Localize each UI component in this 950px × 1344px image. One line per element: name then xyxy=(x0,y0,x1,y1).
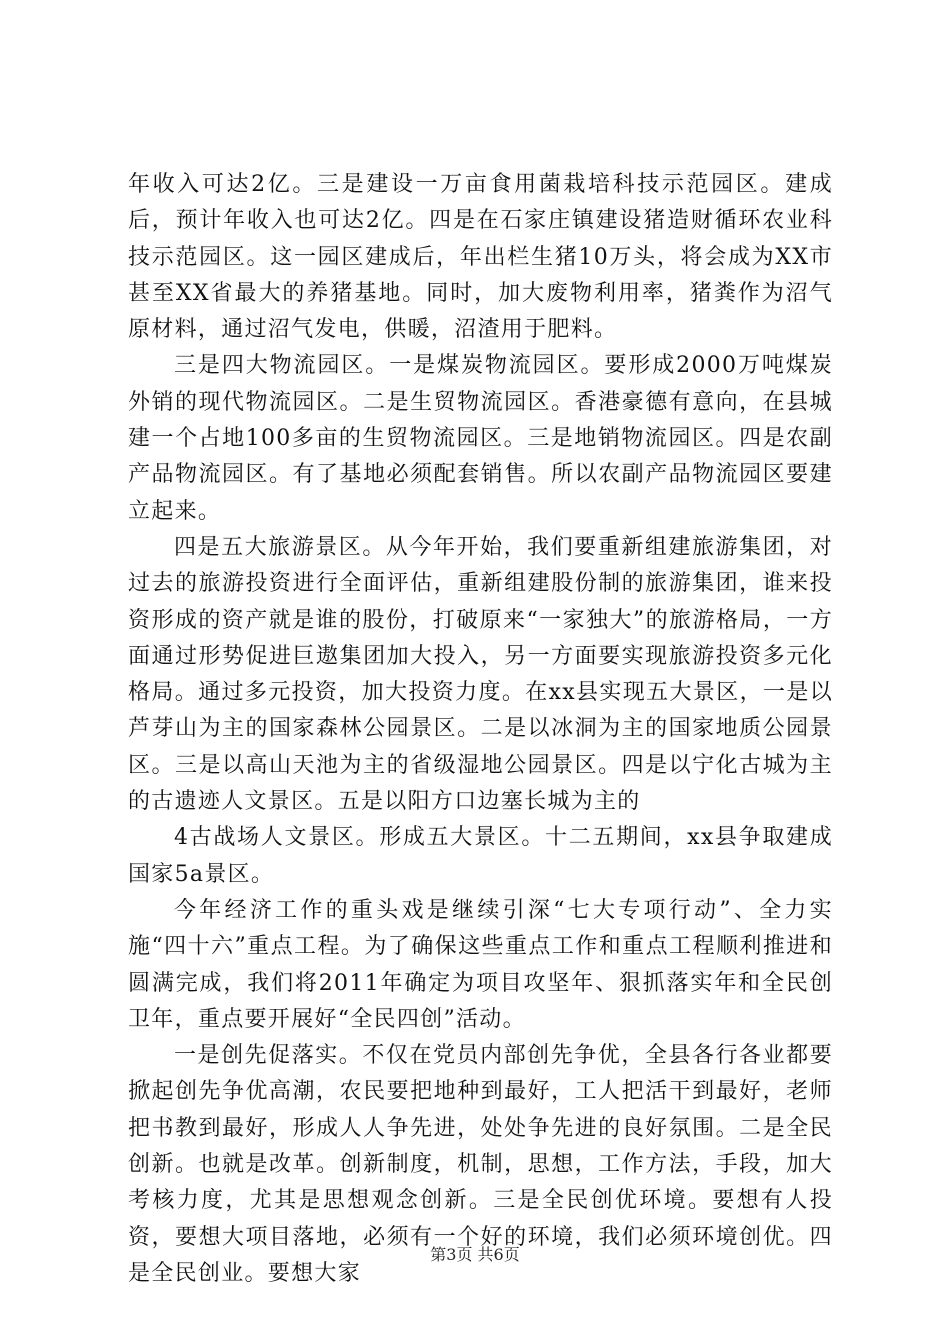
paragraph-6: 一是创先促落实。不仅在党员内部创先争优，全县各行各业都要掀起创先争优高潮，农民要把地种到最好，工人把活干到最好，老师把书教到最好，形成人人争先进，处处争先进的良好氛围。二是全民创新。也就是改革。创新制度，机制，思想，工作方法，手段，加大考核力度，尤其是思想观念创新。三是全民创优环境。要想有人投资，要想大项目落地，必须有一个好的环境，我们必须环境创优。四是全民创业。要想大家 xyxy=(128,1043,833,1286)
paragraph-5: 今年经济工作的重头戏是继续引深“七大专项行动”、全力实施“四十六”重点工程。为了确保这些重点工作和重点工程顺利推进和圆满完成，我们将2011年确定为项目攻坚年、狠抓落实年和全民创卫年，重点要开展好“全民四创”活动。 xyxy=(128,897,833,1032)
document-body xyxy=(128,167,833,1292)
paragraph-1: 年收入可达2亿。三是建设一万亩食用菌栽培科技示范园区。建成后，预计年收入也可达2亿。四是在石家庄镇建设猪造财循环农业科技示范园区。这一园区建成后，年出栏生猪10万头，将会成为XX市甚至XX省最大的养猪基地。同时，加大废物利用率，猪粪作为沼气原材料，通过沼气发电，供暖，沼渣用于肥料。 xyxy=(128,172,833,343)
page-number-footer: 第3页 共6页 xyxy=(430,1245,520,1264)
paragraph-4: 4古战场人文景区。形成五大景区。十二五期间，xx县争取建成国家5a景区。 xyxy=(128,825,833,887)
paragraph-3: 四是五大旅游景区。从今年开始，我们要重新组建旅游集团，对过去的旅游投资进行全面评估，重新组建股份制的旅游集团，谁来投资形成的资产就是谁的股份，打破原来“一家独大”的旅游格局，一方面通过形势促进巨遨集团加大投入，另一方面要实现旅游投资多元化格局。通过多元投资，加大投资力度。在xx县实现五大景区，一是以芦芽山为主的国家森林公园景区。二是以冰洞为主的国家地质公园景区。三是以高山天池为主的省级湿地公园景区。四是以宁化古城为主的古遗迹人文景区。五是以阳方口边塞长城为主的 xyxy=(128,534,833,815)
paragraph-2: 三是四大物流园区。一是煤炭物流园区。要形成2000万吨煤炭外销的现代物流园区。二是生贸物流园区。香港豪德有意向，在县城建一个占地100多亩的生贸物流园区。三是地销物流园区。四是农副产品物流园区。有了基地必须配套销售。所以农副产品物流园区要建立起来。 xyxy=(128,353,833,524)
